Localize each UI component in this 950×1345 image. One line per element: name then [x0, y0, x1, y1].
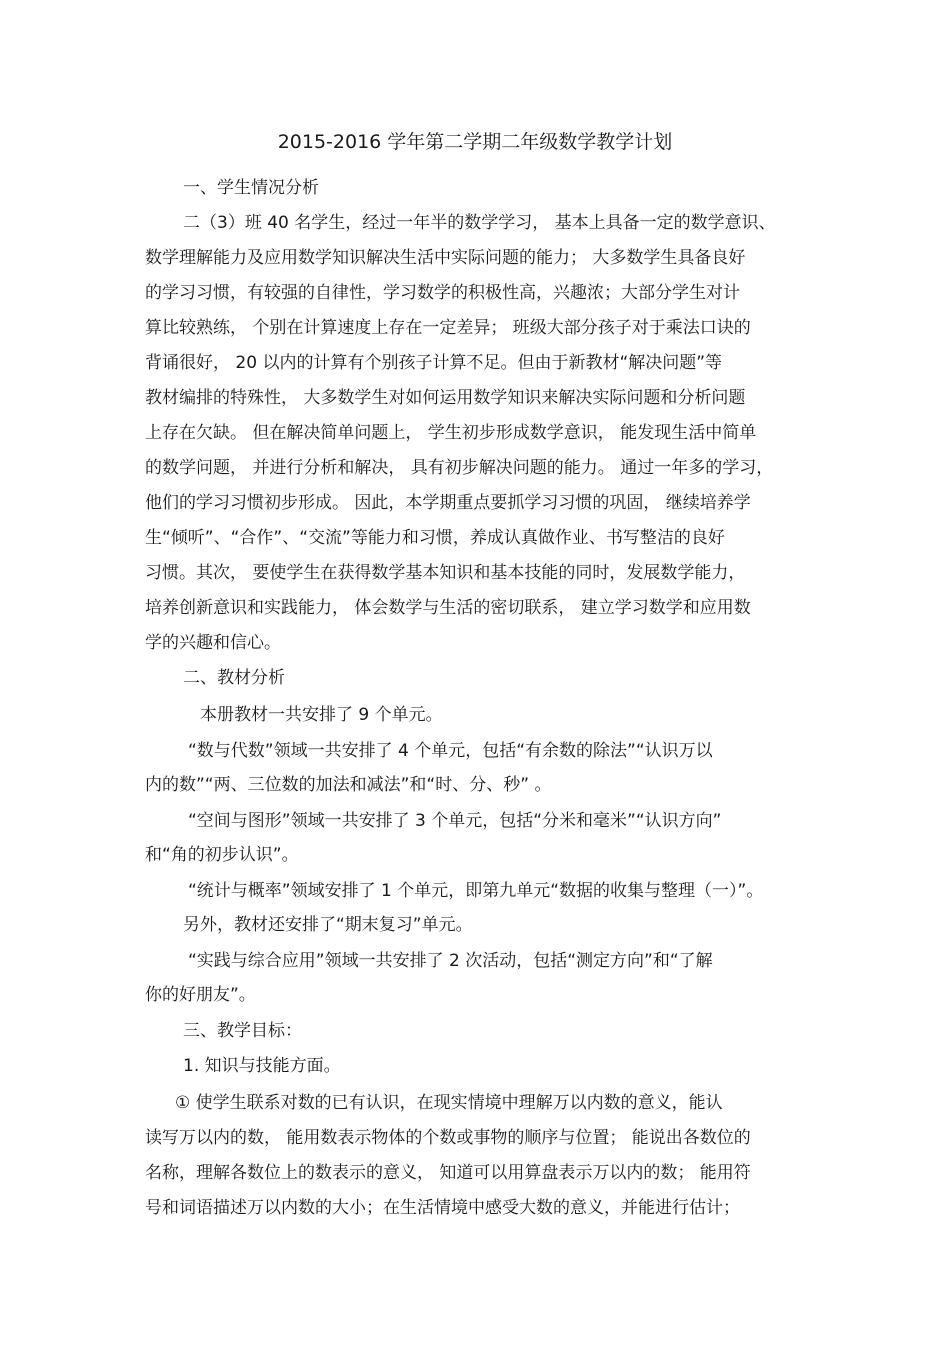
paragraph-line: 的学习习惯，有较强的自律性，学习数学的积极性高，兴趣浓；大部分学生对计	[145, 283, 740, 303]
paragraph-line: 读写万以内的数， 能用数表示物体的个数或事物的顺序与位置； 能说出各数位的	[145, 1128, 751, 1148]
section-heading: 二、教材分析	[183, 668, 285, 688]
paragraph-line: 名称，理解各数位上的数表示的意义， 知道可以用算盘表示万以内的数； 能用符	[145, 1163, 751, 1183]
paragraph-line: 习惯。其次， 要使学生在获得数学基本知识和基本技能的同时，发展数学能力，	[145, 563, 746, 583]
paragraph-line: 和“角的初步认识”。	[145, 845, 299, 865]
paragraph-line: “实践与综合应用”领域一共安排了 2 次活动，包括“测定方向”和“了解	[188, 951, 713, 971]
paragraph-line: “空间与图形”领域一共安排了 3 个单元，包括“分米和毫米”“认识方向”	[188, 811, 722, 831]
paragraph-line: 学的兴趣和信心。	[145, 633, 281, 653]
paragraph-line: 二（3）班 40 名学生，经过一年半的数学学习， 基本上具备一定的数学意识、	[183, 213, 776, 233]
subsection-heading: 1. 知识与技能方面。	[183, 1056, 341, 1076]
section-heading: 三、教学目标：	[183, 1021, 302, 1041]
paragraph-line: “数与代数”领域一共安排了 4 个单元，包括“有余数的除法”“认识万以	[188, 741, 713, 761]
paragraph-line: 另外，教材还安排了“期末复习”单元。	[183, 915, 473, 935]
paragraph-line: 生“倾听”、“合作”、“交流”等能力和习惯，养成认真做作业、书写整洁的良好	[145, 528, 725, 548]
document-title: 2015-2016 学年第二学期二年级数学教学计划	[277, 131, 673, 153]
paragraph-line: 他们的学习习惯初步形成。 因此，本学期重点要抓学习习惯的巩固， 继续培养学	[145, 493, 751, 513]
paragraph-line: 内的数”“两、三位数的加法和减法”和“时、分、秒” 。	[145, 775, 552, 795]
paragraph-line: “统计与概率”领域安排了 1 个单元，即第九单元“数据的收集与整理（一）”。	[188, 881, 764, 901]
paragraph-line: 背诵很好， 20 以内的计算有个别孩子计算不足。但由于新教材“解决问题”等	[145, 353, 723, 373]
paragraph-line: 算比较熟练， 个别在计算速度上存在一定差异； 班级大部分孩子对于乘法口诀的	[145, 318, 751, 338]
paragraph-line: 你的好朋友”。	[145, 985, 256, 1005]
paragraph-line: 上存在欠缺。 但在解决简单问题上， 学生初步形成数学意识， 能发现生活中简单	[145, 423, 757, 443]
paragraph-line: 号和词语描述万以内数的大小；在生活情境中感受大数的意义，并能进行估计；	[145, 1198, 740, 1218]
paragraph-line: 的数学问题， 并进行分析和解决， 具有初步解决问题的能力。 通过一年多的学习，	[145, 458, 774, 478]
paragraph-line: 培养创新意识和实践能力， 体会数学与生活的密切联系， 建立学习数学和应用数	[145, 598, 751, 618]
paragraph-line: 本册教材一共安排了 9 个单元。	[200, 705, 443, 725]
paragraph-line: 数学理解能力及应用数学知识解决生活中实际问题的能力； 大多数学生具备良好	[145, 248, 746, 268]
paragraph-line: 教材编排的特殊性， 大多数学生对如何运用数学知识来解决实际问题和分析问题	[145, 388, 746, 408]
section-heading: 一、学生情况分析	[183, 178, 319, 198]
paragraph-line: ① 使学生联系对数的已有认识，在现实情境中理解万以内数的意义，能认	[175, 1093, 723, 1113]
